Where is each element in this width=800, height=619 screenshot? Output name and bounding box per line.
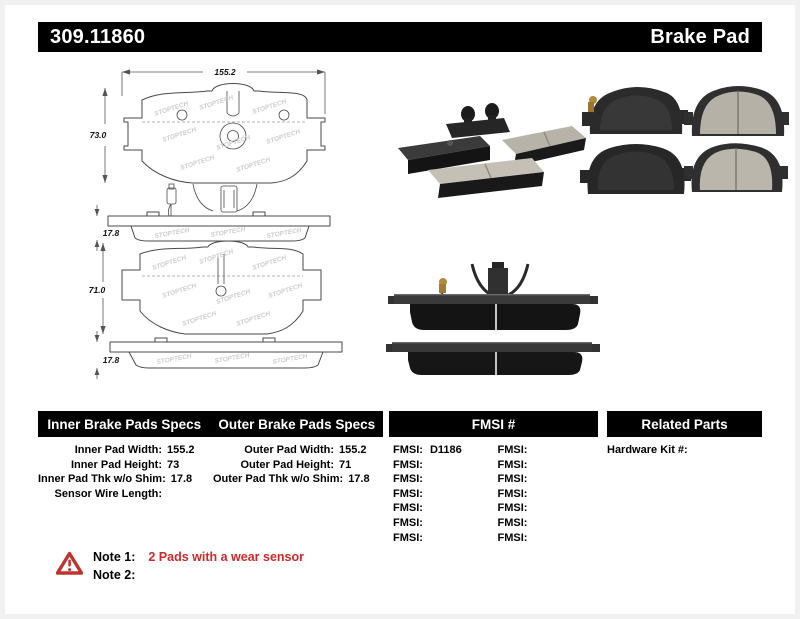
watermark-text: STOPTECH — [181, 310, 218, 328]
outer-specs-column — [213, 443, 387, 487]
fmsi-row — [389, 458, 598, 473]
dim-pad1-width: 155.2 — [214, 67, 236, 77]
watermark-text: STOPTECH — [267, 282, 304, 300]
watermark-text: STOPTECH — [214, 351, 251, 365]
technical-drawings — [85, 58, 375, 395]
warning-icon — [56, 551, 83, 576]
watermark-text: STOPTECH — [153, 100, 190, 118]
spec-row-outer-pad-width: Outer Pad Width: 155.2 — [244, 444, 367, 456]
spec-row-inner-pad-width: Inner Pad Width: 155.2 — [74, 444, 195, 456]
fmsi-row — [389, 531, 598, 546]
watermark-text: STOPTECH — [251, 98, 288, 116]
watermark-text: STOPTECH — [161, 126, 198, 144]
pad-side-drawing-2 — [95, 331, 342, 379]
fmsi-row — [389, 487, 598, 502]
inner-specs-column — [38, 443, 215, 501]
pad-edge-photo — [386, 242, 610, 377]
watermark-text: STOPTECH — [198, 248, 235, 266]
spec-row-outer-pad-thk: Outer Pad Thk w/o Shim: 17.8 — [213, 473, 370, 486]
fmsi-label: FMSI: — [497, 516, 528, 529]
fmsi-label: FMSI: — [497, 502, 528, 515]
fmsi-label: FMSI: — [497, 458, 528, 471]
dim-pad1-height: 73.0 — [89, 130, 107, 140]
header-bar — [38, 22, 762, 52]
pad-set-photo — [390, 80, 592, 200]
table-header-fmsi: FMSI # — [389, 411, 598, 437]
fmsi-label: FMSI: — [393, 473, 423, 486]
fmsi-value: D1186 — [429, 444, 462, 456]
watermark-text: STOPTECH — [215, 288, 252, 306]
watermark-text: STOPTECH — [272, 352, 309, 366]
note-2-line — [93, 568, 148, 582]
dim-side2-thickness: 17.8 — [102, 355, 120, 365]
fmsi-label: FMSI: — [497, 444, 528, 456]
fmsi-label: FMSI: — [393, 516, 423, 529]
table-header-outer-specs: Outer Brake Pads Specs — [218, 416, 376, 432]
dim-side1-thickness: 17.8 — [102, 228, 120, 238]
fmsi-label: FMSI: — [393, 531, 423, 544]
watermark-text: STOPTECH — [179, 154, 216, 172]
pad-front-drawing-1 — [90, 67, 325, 183]
fmsi-row — [389, 472, 598, 487]
fmsi-column — [389, 443, 598, 545]
fmsi-row — [389, 516, 598, 531]
fmsi-label: FMSI: — [393, 444, 423, 456]
watermark-text: STOPTECH — [198, 94, 235, 112]
watermark-text: STOPTECH — [161, 282, 198, 300]
fmsi-label: FMSI: — [497, 487, 528, 500]
spec-row-inner-pad-height: Inner Pad Height: 73 — [70, 458, 180, 471]
fmsi-label: FMSI: — [497, 473, 528, 486]
watermark-text: STOPTECH — [154, 226, 191, 240]
spring-clip-drawing — [193, 184, 257, 212]
related-parts-column — [607, 443, 762, 458]
table-header-inner-specs: Inner Brake Pads Specs — [47, 416, 202, 432]
dim-pad2-height: 71.0 — [88, 285, 106, 295]
pad-front-drawing-2 — [89, 241, 321, 334]
part-number: 309.11860 — [50, 25, 146, 48]
table-header-related: Related Parts — [607, 411, 762, 437]
watermark-text: STOPTECH — [210, 225, 247, 239]
wear-sensor-drawing — [167, 184, 176, 216]
fmsi-label: FMSI: — [497, 531, 528, 544]
watermark-text: STOPTECH — [251, 254, 288, 272]
fmsi-row — [389, 501, 598, 516]
watermark-text: STOPTECH — [156, 352, 193, 366]
watermark-text: STOPTECH — [235, 156, 272, 174]
spec-row-inner-pad-thk: Inner Pad Thk w/o Shim: 17.8 — [38, 473, 193, 486]
watermark-text: STOPTECH — [266, 226, 303, 240]
product-title: Brake Pad — [650, 25, 750, 48]
watermark-text: STOPTECH — [265, 128, 302, 146]
note-1-text: 2 Pads with a wear sensor — [148, 550, 304, 564]
note-1-line — [93, 550, 304, 564]
fmsi-row — [389, 443, 598, 458]
watermark-text: STOPTECH — [215, 134, 252, 152]
table-header-specs — [38, 411, 383, 437]
spec-row-outer-pad-height: Outer Pad Height: 71 — [240, 458, 352, 471]
fmsi-label: FMSI: — [393, 487, 423, 500]
note-2-label: Note 2: — [93, 568, 136, 582]
spec-row-sensor-wire-length: Sensor Wire Length: — [54, 487, 162, 500]
note-1-label: Note 1: — [93, 550, 136, 564]
fmsi-label: FMSI: — [393, 458, 423, 471]
related-row-hardware-kit — [607, 443, 762, 458]
pad-pairs-photo — [576, 78, 790, 200]
watermark-text: STOPTECH — [151, 254, 188, 272]
fmsi-label: FMSI: — [393, 502, 423, 515]
watermark-text: STOPTECH — [235, 310, 272, 328]
related-label: Hardware Kit #: — [607, 444, 688, 456]
